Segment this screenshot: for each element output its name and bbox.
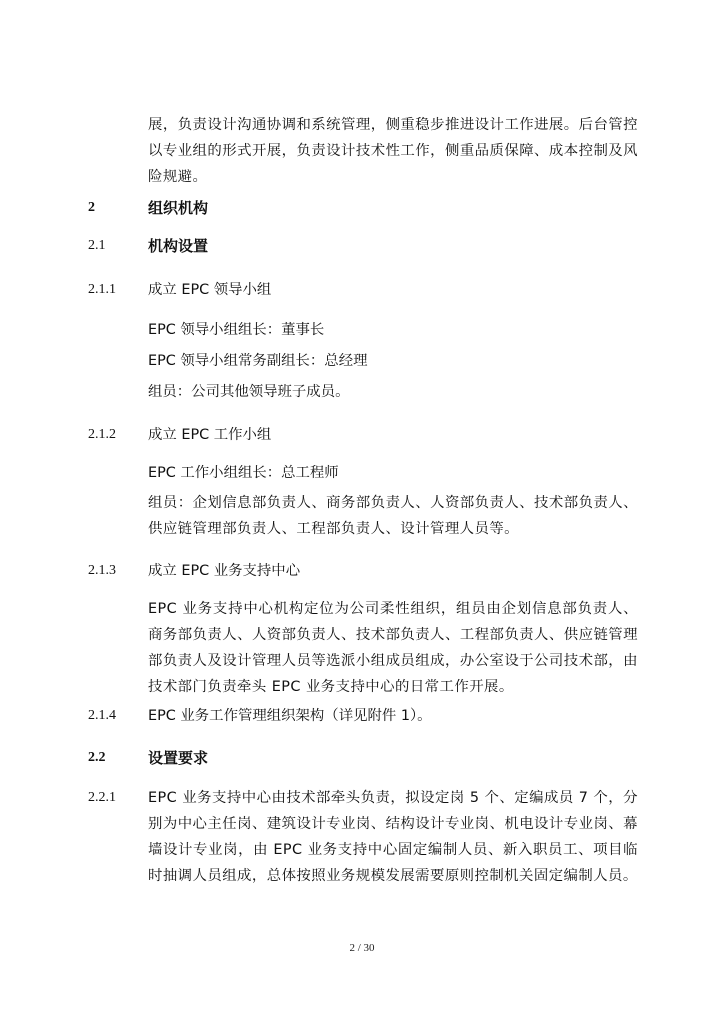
- section-2-1-3-number: 2.1.3: [88, 563, 116, 578]
- work-group-members-paragraph: 组员：企划信息部负责人、商务部负责人、人资部负责人、技术部负责人、供应链管理部负责人、工程部负责人、设计管理人员等。: [148, 495, 638, 537]
- support-center-paragraph: EPC 业务支持中心机构定位为公司柔性组织，组员由企划信息部负责人、商务部负责人、人资部负责人、技术部负责人、工程部负责人、供应链管理部负责人及设计管理人员等选派小组成员组成，办公室设于公司技术部，由技术部门负责牵头 EPC 业务支持中心的日常工作开展。: [148, 601, 638, 695]
- epc-members-line: 组员：公司其他领导班子成员。: [148, 384, 350, 400]
- epc-leader-line: EPC 领导小组组长：董事长: [148, 322, 325, 338]
- work-group-leader-line: EPC 工作小组组长：总工程师: [148, 465, 339, 481]
- epc-deputy-line: EPC 领导小组常务副组长：总经理: [148, 353, 368, 369]
- setup-requirements-paragraph: EPC 业务支持中心由技术部牵头负责，拟设定岗 5 个、定编成员 7 个，分别为中心主任岗、建筑设计专业岗、结构设计专业岗、机电设计专业岗、幕墙设计专业岗，由 EPC 业务支持中心固定编制人员、新入职员工、项目临时抽调人员组成，总体按照业务规模发展需要原则控制机关固定编制人员。: [148, 790, 638, 884]
- section-2-1-number: 2.1: [88, 238, 106, 253]
- section-2-2-1-number: 2.2.1: [88, 790, 116, 805]
- section-2-title: 组织机构: [148, 199, 209, 217]
- section-2-number: 2: [88, 200, 95, 215]
- section-2-1-4-text: EPC 业务工作管理组织架构（详见附件 1）。: [148, 708, 432, 724]
- section-2-1-1-number: 2.1.1: [88, 282, 116, 297]
- section-2-1-2-title: 成立 EPC 工作小组: [148, 427, 272, 443]
- section-2-1-3-title: 成立 EPC 业务支持中心: [148, 563, 301, 579]
- section-2-1-1-title: 成立 EPC 领导小组: [148, 282, 272, 298]
- section-2-1-2-number: 2.1.2: [88, 427, 116, 442]
- intro-paragraph: 展，负责设计沟通协调和系统管理，侧重稳步推进设计工作进展。后台管控以专业组的形式开展，负责设计技术性工作，侧重品质保障、成本控制及风险规避。: [148, 117, 638, 185]
- section-2-1-4-number: 2.1.4: [88, 708, 116, 723]
- page-number: 2 / 30: [349, 942, 375, 954]
- section-2-2-number: 2.2: [88, 750, 106, 765]
- section-2-2-title: 设置要求: [148, 749, 209, 767]
- section-2-1-title: 机构设置: [148, 237, 209, 255]
